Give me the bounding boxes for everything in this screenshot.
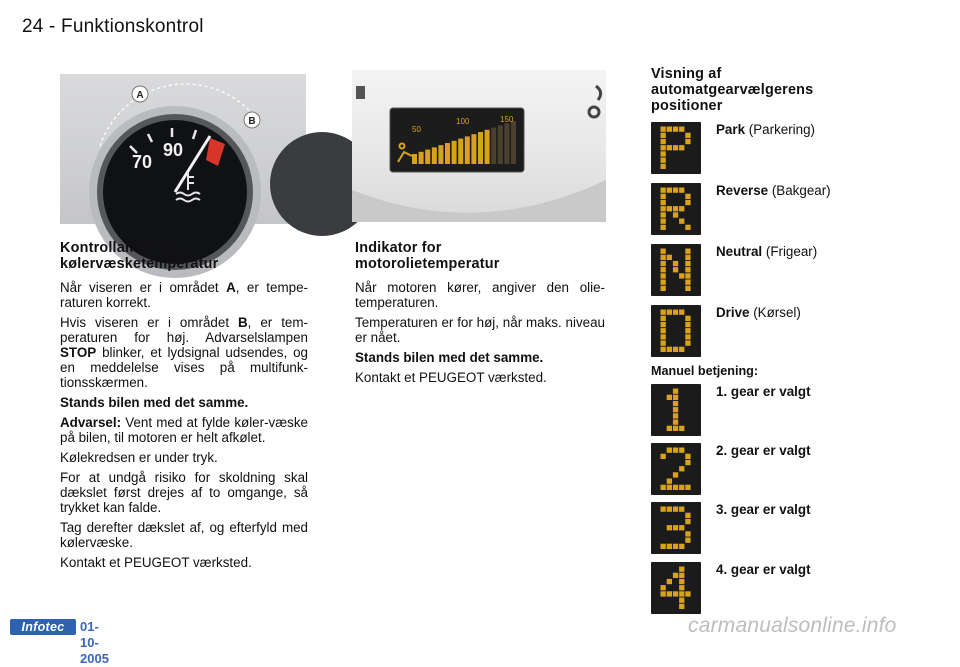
matrix-dot — [679, 591, 684, 596]
oil-stop-now: Stands bilen med det samme. — [355, 350, 544, 365]
header-separator: - — [49, 16, 56, 37]
oil-bar — [465, 136, 470, 164]
matrix-dot — [667, 255, 672, 260]
matrix-dot — [685, 328, 690, 333]
corner-marker — [356, 86, 365, 99]
matrix-dot — [673, 206, 678, 211]
gear-display-neutral — [651, 244, 701, 296]
matrix-dot — [673, 591, 678, 596]
matrix-dot — [685, 322, 690, 327]
matrix-dot — [661, 249, 666, 254]
matrix-dot — [679, 567, 684, 572]
matrix-dot — [673, 426, 678, 431]
page-title: Funktionskontrol — [61, 16, 204, 37]
matrix-dot — [661, 206, 666, 211]
coolant-warning-label: Advarsel: — [60, 415, 122, 430]
gear-desc-reverse: (Bakgear) — [768, 183, 831, 198]
matrix-dot — [667, 145, 672, 150]
matrix-dot — [685, 286, 690, 291]
oil-title-line1: Indikator for — [355, 240, 442, 256]
matrix-dot — [673, 573, 678, 578]
gear-display-park — [651, 122, 701, 174]
oil-bar — [458, 139, 463, 164]
gear-label-2 — [716, 443, 811, 458]
matrix-dot — [667, 310, 672, 315]
matrix-dot — [673, 395, 678, 400]
matrix-dot — [685, 273, 690, 278]
matrix-dot — [661, 194, 666, 199]
matrix-dot — [685, 485, 690, 490]
matrix-dot — [667, 591, 672, 596]
label-b: B — [248, 116, 256, 127]
matrix-dot — [661, 334, 666, 339]
matrix-dot — [661, 280, 666, 285]
gear-matrix-4 — [651, 562, 701, 614]
watermark: carmanualsonline.info — [688, 614, 897, 637]
coolant-section — [60, 240, 308, 575]
matrix-dot — [679, 347, 684, 352]
matrix-dot — [679, 598, 684, 603]
gear-display-drive — [651, 305, 701, 357]
gearbox-title-line3: positioner — [651, 98, 723, 114]
coolant-p2-stop: STOP — [60, 345, 97, 360]
oil-tick-100: 100 — [456, 117, 470, 126]
matrix-dot — [661, 286, 666, 291]
coolant-p1-mark: A — [226, 280, 236, 295]
matrix-dot — [685, 267, 690, 272]
gear-matrix-2 — [651, 443, 701, 495]
infotec-logo: Infotec — [10, 619, 76, 635]
matrix-dot — [661, 544, 666, 549]
matrix-dot — [679, 188, 684, 193]
matrix-dot — [673, 525, 678, 530]
coolant-title-line2: kølervæsketemperatur — [60, 256, 219, 272]
matrix-dot — [685, 460, 690, 465]
matrix-dot — [679, 310, 684, 315]
gear-matrix-reverse — [651, 183, 701, 235]
matrix-dot — [679, 604, 684, 609]
matrix-dot — [661, 485, 666, 490]
matrix-dot — [661, 322, 666, 327]
matrix-dot — [667, 448, 672, 453]
matrix-dot — [667, 206, 672, 211]
gear-label-reverse — [716, 183, 831, 198]
oil-bar — [485, 130, 490, 164]
matrix-dot — [679, 573, 684, 578]
oil-bar — [445, 143, 450, 164]
matrix-dot — [667, 188, 672, 193]
coolant-burn: For at undgå risiko for skoldning skal dækslet først drejes af to omgange, så trykket kan falde. — [60, 470, 308, 515]
matrix-dot — [661, 188, 666, 193]
gear-text-4: 4. gear er valgt — [716, 562, 811, 577]
coolant-p2-pre: Hvis viseren er i området — [60, 315, 238, 330]
oil-bar — [412, 154, 417, 164]
matrix-dot — [661, 328, 666, 333]
gear-label-drive — [716, 305, 801, 320]
oil-bar — [438, 145, 443, 164]
matrix-dot — [673, 420, 678, 425]
coolant-warning-text: Vent med at fylde køler-væske på bilen, til motoren er helt afkølet. — [60, 415, 308, 445]
coolant-gauge-photo — [60, 74, 306, 224]
gear-desc-park: (Parkering) — [745, 122, 815, 137]
matrix-dot — [673, 507, 678, 512]
oil-bar — [491, 128, 496, 164]
matrix-dot — [685, 531, 690, 536]
matrix-dot — [685, 255, 690, 260]
oil-title-line2: motorolietemperatur — [355, 256, 500, 272]
oil-bar — [511, 121, 516, 164]
footer-date: 01-10-2005 — [80, 619, 109, 666]
oil-bar — [471, 134, 476, 164]
matrix-dot — [661, 127, 666, 132]
oil-bar — [498, 125, 503, 164]
coolant-p2 — [60, 315, 308, 390]
gearbox-title-line1: Visning af — [651, 66, 722, 82]
coolant-pressure: Kølekredsen er under tryk. — [60, 450, 218, 465]
matrix-dot — [667, 479, 672, 484]
matrix-dot — [673, 401, 678, 406]
oil-bar — [478, 132, 483, 164]
matrix-dot — [685, 591, 690, 596]
coolant-p2-mid: , er tem-peraturen for høj. Advarselslampen — [60, 315, 308, 345]
matrix-dot — [679, 426, 684, 431]
matrix-dot — [685, 133, 690, 138]
matrix-dot — [673, 188, 678, 193]
gear-display-3 — [651, 502, 701, 554]
coolant-p2-post: blinker, et lydsignal udsendes, og en meddelelse vises på multifunk-tionsskærmen. — [60, 345, 308, 390]
matrix-dot — [685, 194, 690, 199]
coolant-stop-now: Stands bilen med det samme. — [60, 395, 249, 410]
coolant-p1-post: , er tempe-raturen korrekt. — [60, 280, 308, 310]
gear-display-1 — [651, 384, 701, 436]
matrix-dot — [679, 525, 684, 530]
matrix-dot — [661, 212, 666, 217]
matrix-dot — [673, 413, 678, 418]
matrix-dot — [685, 225, 690, 230]
matrix-dot — [661, 310, 666, 315]
matrix-dot — [685, 538, 690, 543]
gear-matrix-neutral — [651, 244, 701, 296]
gear-display-4 — [651, 562, 701, 614]
matrix-dot — [685, 200, 690, 205]
matrix-dot — [673, 212, 678, 217]
matrix-dot — [661, 454, 666, 459]
matrix-dot — [673, 267, 678, 272]
gear-name-drive: Drive — [716, 305, 750, 320]
oil-indicator-drawing — [352, 70, 606, 222]
oil-bar — [504, 123, 509, 164]
matrix-dot — [667, 544, 672, 549]
gear-desc-neutral: (Frigear) — [762, 244, 818, 259]
matrix-dot — [661, 133, 666, 138]
oil-p1: Når motoren kører, angiver den olie-temperaturen. — [355, 280, 605, 310]
gear-text-3: 3. gear er valgt — [716, 502, 811, 517]
gear-label-neutral — [716, 244, 817, 259]
gear-desc-drive: (Kørsel) — [749, 305, 801, 320]
page-number: 24 — [22, 16, 44, 37]
matrix-dot — [685, 334, 690, 339]
gear-name-reverse: Reverse — [716, 183, 769, 198]
matrix-dot — [679, 544, 684, 549]
dashboard-edge — [352, 180, 606, 222]
matrix-dot — [673, 544, 678, 549]
matrix-dot — [661, 200, 666, 205]
gear-text-2: 2. gear er valgt — [716, 443, 811, 458]
matrix-dot — [679, 219, 684, 224]
matrix-dot — [685, 454, 690, 459]
gearbox-section — [651, 66, 881, 122]
coolant-warning — [60, 415, 308, 445]
matrix-dot — [661, 261, 666, 266]
coolant-title-line1: Kontrollampe for — [60, 240, 180, 256]
matrix-dot — [667, 127, 672, 132]
matrix-dot — [667, 579, 672, 584]
oil-section — [355, 240, 605, 390]
oil-p2: Temperaturen er for høj, når maks. niveau er nået. — [355, 315, 605, 345]
coolant-title — [60, 240, 308, 272]
matrix-dot — [673, 145, 678, 150]
matrix-dot — [661, 591, 666, 596]
matrix-dot — [661, 507, 666, 512]
coolant-p1-pre: Når viseren er i området — [60, 280, 227, 295]
matrix-dot — [661, 585, 666, 590]
matrix-dot — [661, 219, 666, 224]
matrix-dot — [679, 466, 684, 471]
matrix-dot — [667, 347, 672, 352]
matrix-dot — [685, 316, 690, 321]
matrix-dot — [667, 395, 672, 400]
matrix-dot — [685, 261, 690, 266]
matrix-dot — [661, 151, 666, 156]
matrix-dot — [673, 127, 678, 132]
matrix-dot — [661, 158, 666, 163]
matrix-dot — [679, 448, 684, 453]
tick-label-90: 90 — [163, 140, 184, 160]
matrix-dot — [661, 164, 666, 169]
matrix-dot — [661, 316, 666, 321]
oil-bar — [425, 150, 430, 164]
gear-display-2 — [651, 443, 701, 495]
matrix-dot — [679, 585, 684, 590]
oil-tick-50: 50 — [412, 125, 421, 134]
gear-label-park — [716, 122, 815, 137]
coolant-refill: Tag derefter dækslet af, og efterfyld med kølervæske. — [60, 520, 308, 550]
matrix-dot — [661, 139, 666, 144]
matrix-dot — [673, 448, 678, 453]
matrix-dot — [667, 507, 672, 512]
matrix-dot — [673, 485, 678, 490]
label-a: A — [136, 90, 144, 101]
matrix-dot — [673, 407, 678, 412]
oil-indicator-photo — [352, 70, 606, 222]
matrix-dot — [673, 261, 678, 266]
matrix-dot — [667, 485, 672, 490]
oil-contact: Kontakt et PEUGEOT værksted. — [355, 370, 547, 385]
matrix-dot — [661, 273, 666, 278]
matrix-dot — [679, 145, 684, 150]
matrix-dot — [667, 426, 672, 431]
coolant-contact: Kontakt et PEUGEOT værksted. — [60, 555, 252, 570]
matrix-dot — [673, 347, 678, 352]
gear-matrix-park — [651, 122, 701, 174]
gearbox-title-line2: automatgearvælgerens — [651, 82, 814, 98]
gear-label-4 — [716, 562, 811, 577]
oil-tick-150: 150 — [500, 115, 514, 124]
manual-mode-label: Manuel betjening: — [651, 364, 759, 378]
oil-bar — [432, 147, 437, 164]
gear-matrix-3 — [651, 502, 701, 554]
gearbox-title — [651, 66, 881, 114]
matrix-dot — [685, 249, 690, 254]
gear-name-park: Park — [716, 122, 746, 137]
oil-title — [355, 240, 605, 272]
oil-bar — [419, 152, 424, 164]
coolant-gauge-drawing — [60, 74, 306, 224]
gear-name-neutral: Neutral — [716, 244, 763, 259]
gear-text-1: 1. gear er valgt — [716, 384, 811, 399]
matrix-dot — [661, 347, 666, 352]
matrix-dot — [685, 139, 690, 144]
gear-display-reverse — [651, 183, 701, 235]
matrix-dot — [685, 280, 690, 285]
gear-matrix-drive — [651, 305, 701, 357]
corner-ring — [589, 107, 599, 117]
matrix-dot — [679, 127, 684, 132]
page-header — [22, 16, 204, 38]
matrix-dot — [661, 267, 666, 272]
gear-label-3 — [716, 502, 811, 517]
matrix-dot — [661, 341, 666, 346]
coolant-p2-mark: B — [238, 315, 248, 330]
matrix-dot — [679, 206, 684, 211]
gear-matrix-1 — [651, 384, 701, 436]
corner-hook — [596, 86, 601, 100]
coolant-p1 — [60, 280, 308, 310]
matrix-dot — [673, 472, 678, 477]
gear-label-1 — [716, 384, 811, 399]
matrix-dot — [679, 507, 684, 512]
matrix-dot — [685, 341, 690, 346]
matrix-dot — [685, 519, 690, 524]
matrix-dot — [685, 513, 690, 518]
matrix-dot — [679, 579, 684, 584]
matrix-dot — [667, 525, 672, 530]
tick-label-70: 70 — [132, 152, 153, 172]
matrix-dot — [679, 485, 684, 490]
matrix-dot — [673, 389, 678, 394]
oil-bar — [452, 141, 457, 164]
matrix-dot — [661, 225, 666, 230]
matrix-dot — [679, 273, 684, 278]
matrix-dot — [673, 310, 678, 315]
matrix-dot — [661, 255, 666, 260]
matrix-dot — [661, 145, 666, 150]
